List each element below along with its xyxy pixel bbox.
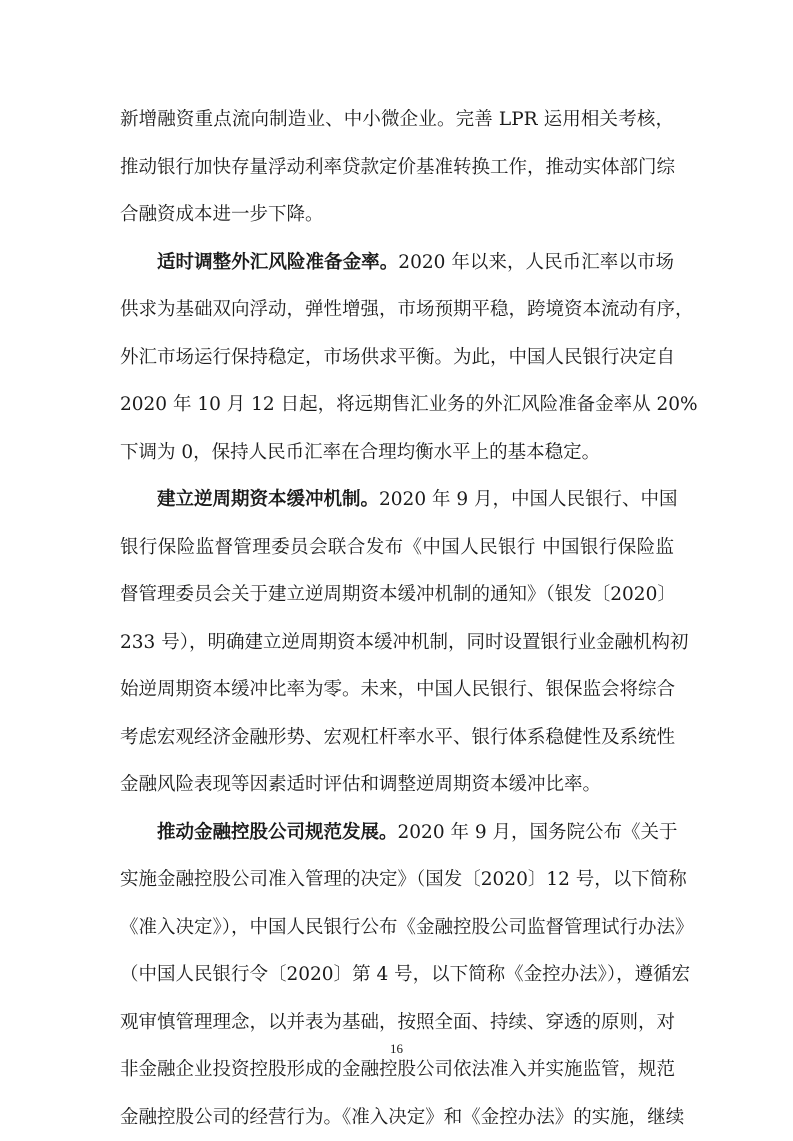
paragraph-line: 金融控股公司的经营行为。《准入决定》和《金控办法》的实施，继续	[120, 1094, 674, 1141]
paragraph-line: （中国人民银行令〔2020〕第 4 号，以下简称《金控办法》），遵循宏	[120, 951, 674, 999]
paragraph-line: 考虑宏观经济金融形势、宏观杠杆率水平、银行体系稳健性及系统性	[120, 714, 674, 762]
paragraph-line: 始逆周期资本缓冲比率为零。未来，中国人民银行、银保监会将综合	[120, 666, 674, 714]
section-heading: 适时调整外汇风险准备金率。	[157, 252, 398, 273]
paragraph-line: 供求为基础双向浮动，弹性增强，市场预期平稳，跨境资本流动有序，	[120, 286, 674, 334]
paragraph-line: 233 号），明确建立逆周期资本缓冲机制，同时设置银行业金融机构初	[120, 619, 674, 667]
paragraph-text: 2020 年 9 月，中国人民银行、中国	[379, 489, 678, 510]
paragraph-line: 合融资成本进一步下降。	[120, 191, 674, 239]
paragraph-text: 2020 年 9 月，国务院公布《关于	[398, 822, 678, 843]
paragraph-line: 《准入决定》），中国人民银行公布《金融控股公司监督管理试行办法》	[120, 904, 674, 952]
paragraph-line: 推动银行加快存量浮动利率贷款定价基准转换工作，推动实体部门综	[120, 144, 674, 192]
paragraph-text: 2020 年以来，人民币汇率以市场	[398, 252, 674, 273]
paragraph-line: 银行保险监督管理委员会联合发布《中国人民银行 中国银行保险监	[120, 524, 674, 572]
paragraph-line: 2020 年 10 月 12 日起，将远期售汇业务的外汇风险准备金率从 20%	[120, 381, 674, 429]
paragraph-line: 新增融资重点流向制造业、中小微企业。完善 LPR 运用相关考核，	[120, 96, 674, 144]
body-text	[120, 96, 674, 1141]
paragraph-line	[120, 239, 674, 287]
paragraph-line: 下调为 0，保持人民币汇率在合理均衡水平上的基本稳定。	[120, 429, 674, 477]
paragraph-line: 金融风险表现等因素适时评估和调整逆周期资本缓冲比率。	[120, 761, 674, 809]
page-number: 16	[0, 1041, 793, 1057]
section-heading: 推动金融控股公司规范发展。	[157, 822, 398, 843]
paragraph-line	[120, 476, 674, 524]
paragraph-line	[120, 809, 674, 857]
paragraph-line: 督管理委员会关于建立逆周期资本缓冲机制的通知》（银发〔2020〕	[120, 571, 674, 619]
paragraph-line: 观审慎管理理念，以并表为基础，按照全面、持续、穿透的原则，对	[120, 999, 674, 1047]
section-heading: 建立逆周期资本缓冲机制。	[157, 489, 379, 510]
paragraph-line: 非金融企业投资控股形成的金融控股公司依法准入并实施监管，规范	[120, 1046, 674, 1094]
paragraph-line: 外汇市场运行保持稳定，市场供求平衡。为此，中国人民银行决定自	[120, 334, 674, 382]
paragraph-line: 实施金融控股公司准入管理的决定》（国发〔2020〕12 号，以下简称	[120, 856, 674, 904]
